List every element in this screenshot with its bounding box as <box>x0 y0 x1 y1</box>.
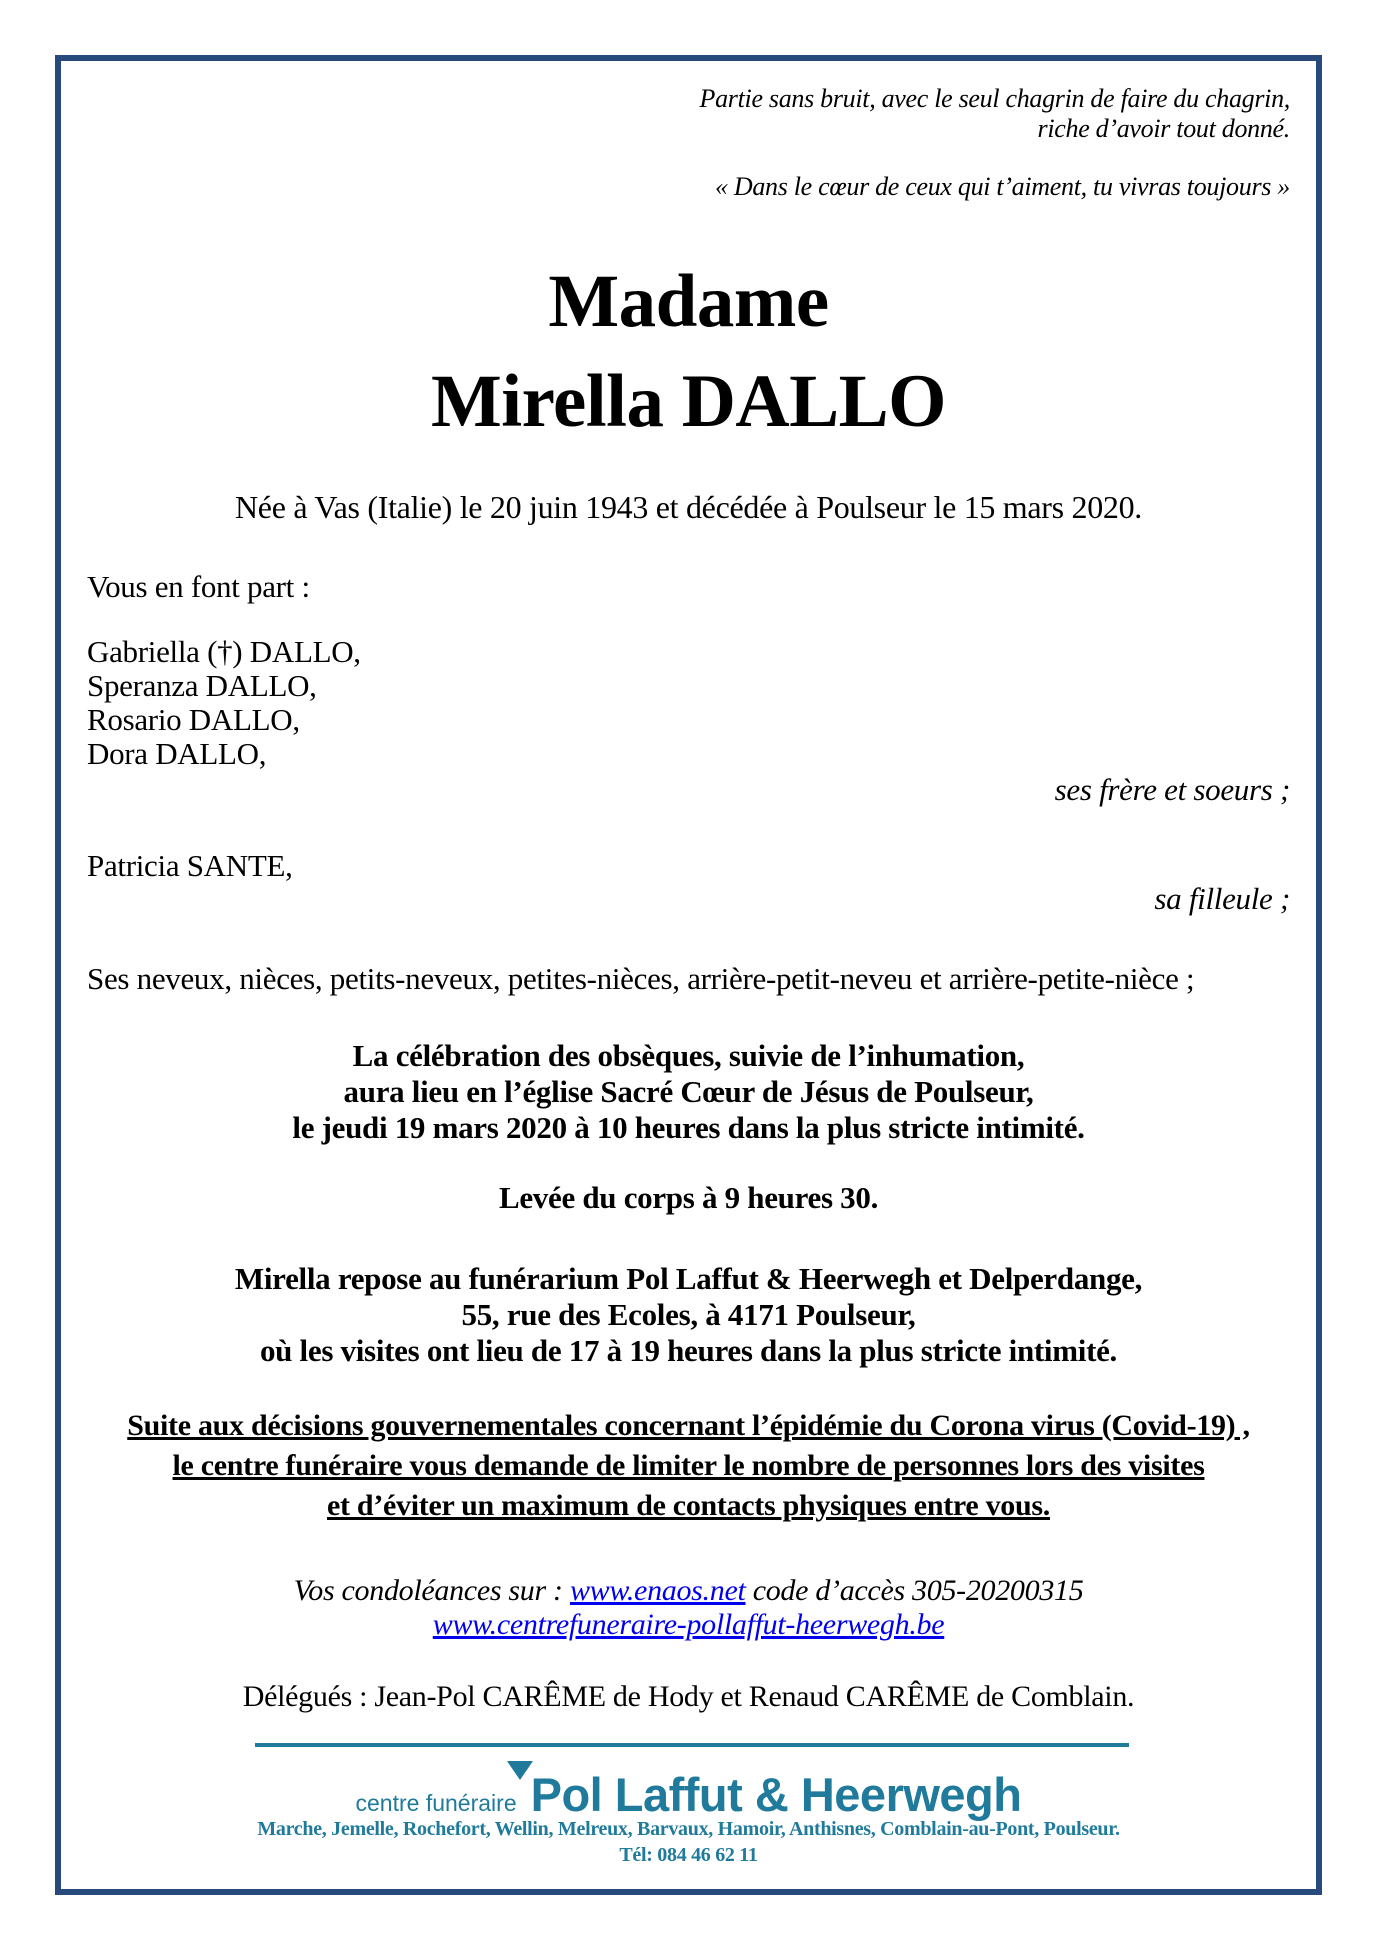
deceased-title <box>87 252 1290 452</box>
document-frame <box>55 55 1322 1895</box>
logo-brand-wrap <box>530 1768 1022 1821</box>
funeral-home-link-line <box>87 1608 1290 1642</box>
funerarium-line-3: où les visites ont lieu de 17 à 19 heures dans la plus stricte intimité. <box>259 1333 1118 1368</box>
footer-locations: Marche, Jemelle, Rochefort, Wellin, Melreux, Barvaux, Hamoir, Anthisnes, Comblain-au-Pont, Poulseur. <box>257 1818 1120 1840</box>
family-member: Dora DALLO, <box>87 736 267 771</box>
goddaughter-relation: sa filleule ; <box>1154 881 1290 916</box>
logo-triangle-icon <box>507 1761 533 1780</box>
funerarium-line-2: 55, rue des Ecoles, à 4171 Poulseur, <box>461 1297 916 1332</box>
ceremony-line-3: le jeudi 19 mars 2020 à 10 heures dans la plus stricte intimité. <box>292 1110 1085 1145</box>
delegates-line: Délégués : Jean-Pol CARÊME de Hody et Renaud CARÊME de Comblain. <box>242 1680 1135 1713</box>
extended-family-line: Ses neveux, nièces, petits-neveux, petites-nièces, arrière-petit-neveu et arrière-petite-nièce ; <box>87 961 1195 996</box>
logo-brand-prefix: centre funéraire <box>355 1790 517 1816</box>
footer-logo <box>87 1768 1290 1821</box>
ceremony-line-1: La célébration des obsèques, suivie de l’inhumation, <box>352 1038 1025 1073</box>
condolences-access-code: code d’accès 305-20200315 <box>745 1574 1084 1607</box>
funerarium-line-1: Mirella repose au funérarium Pol Laffut & Heerwegh et Delperdange, <box>234 1261 1143 1296</box>
condolences-prefix: Vos condoléances sur : <box>293 1574 570 1607</box>
ceremony-notice <box>87 1038 1290 1146</box>
announcement-intro: Vous en font part : <box>87 569 310 604</box>
family-member: Rosario DALLO, <box>87 702 300 737</box>
levee-line: Levée du corps à 9 heures 30. <box>498 1180 879 1215</box>
condolences-line <box>87 1574 1290 1608</box>
deceased-salutation: Madame <box>548 260 829 343</box>
logo-brand-name: Pol Laffut & Heerwegh <box>530 1768 1022 1821</box>
covid-line-3: et d’éviter un maximum de contacts physiques entre vous. <box>327 1489 1050 1522</box>
epigraph-line-2: riche d’avoir tout donné. <box>1037 114 1290 143</box>
epigraph-line-1: Partie sans bruit, avec le seul chagrin de faire du chagrin, <box>699 84 1290 113</box>
siblings-list <box>87 635 1290 771</box>
covid-line-2: le centre funéraire vous demande de limiter le nombre de personnes lors des visites <box>172 1449 1205 1482</box>
birth-death-line: Née à Vas (Italie) le 20 juin 1943 et décédée à Poulseur le 15 mars 2020. <box>235 489 1142 525</box>
family-member: Gabriella (†) DALLO, <box>87 634 361 669</box>
memorial-quote: « Dans le cœur de ceux qui t’aiment, tu vivras toujours » <box>714 172 1290 201</box>
brand-divider-rule <box>255 1743 1129 1747</box>
epigraph <box>87 84 1290 144</box>
covid-line-1: Suite aux décisions gouvernementales concernant l’épidémie du Corona virus (Covid-19) , <box>127 1409 1250 1442</box>
footer-phone: Tél: 084 46 62 11 <box>619 1844 758 1866</box>
ceremony-line-2: aura lieu en l’église Sacré Cœur de Jésus de Poulseur, <box>343 1074 1034 1109</box>
deceased-name: Mirella DALLO <box>431 360 946 443</box>
funerarium-notice <box>87 1261 1290 1369</box>
funeral-home-link[interactable]: www.centrefuneraire-pollaffut-heerwegh.be <box>432 1608 945 1641</box>
goddaughter-name: Patricia SANTE, <box>87 848 293 883</box>
siblings-relation: ses frère et soeurs ; <box>1054 772 1290 807</box>
enaos-link[interactable]: www.enaos.net <box>569 1574 746 1607</box>
covid-notice <box>87 1406 1290 1526</box>
family-member: Speranza DALLO, <box>87 668 317 703</box>
condolences-block <box>87 1574 1290 1642</box>
